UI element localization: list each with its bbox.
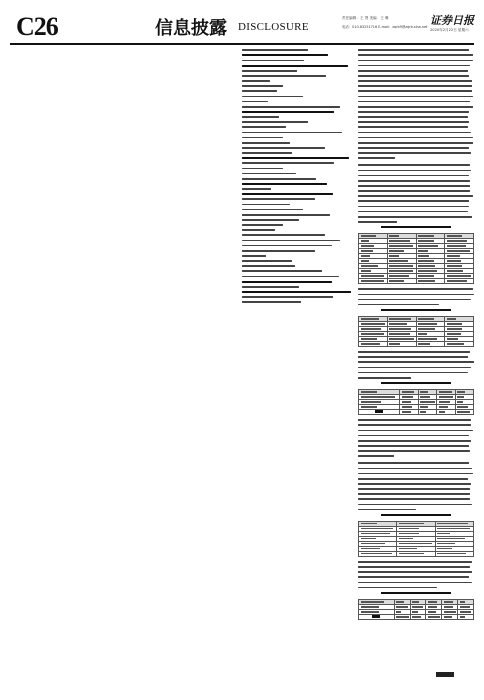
text-line bbox=[242, 156, 354, 160]
text-line bbox=[358, 135, 474, 139]
text-line bbox=[358, 115, 474, 119]
text-line bbox=[358, 69, 474, 73]
text-line bbox=[242, 279, 354, 283]
text-line bbox=[358, 507, 474, 511]
article-column-3 bbox=[242, 48, 354, 688]
table-cell bbox=[359, 409, 400, 414]
text-line bbox=[242, 182, 354, 186]
text-line bbox=[242, 284, 354, 288]
section-subtitle: DISCLOSURE bbox=[238, 21, 309, 33]
masthead-rule bbox=[10, 43, 474, 45]
page-number: C26 bbox=[16, 12, 58, 41]
text-line bbox=[358, 184, 474, 188]
article-column-1 bbox=[10, 48, 122, 688]
text-line bbox=[242, 79, 354, 83]
text-line bbox=[242, 125, 354, 129]
section-title: 信息披露 bbox=[155, 18, 227, 39]
text-line bbox=[358, 125, 474, 129]
text-line bbox=[242, 233, 354, 237]
text-line bbox=[242, 238, 354, 242]
issue-date: 2020年2月22日 星期六 bbox=[430, 28, 469, 32]
text-line bbox=[358, 454, 474, 458]
table-row bbox=[359, 614, 474, 619]
text-line bbox=[358, 292, 474, 296]
text-line bbox=[242, 254, 354, 258]
table-cell bbox=[416, 279, 445, 284]
text-line bbox=[358, 287, 474, 291]
text-line bbox=[242, 259, 354, 263]
table-row bbox=[359, 409, 474, 414]
text-line bbox=[358, 63, 474, 67]
text-line bbox=[358, 449, 474, 453]
table-caption bbox=[358, 226, 474, 230]
text-line bbox=[242, 166, 354, 170]
text-line bbox=[358, 141, 474, 145]
text-line bbox=[358, 94, 474, 98]
text-line bbox=[242, 274, 354, 278]
article-column-2 bbox=[126, 48, 238, 688]
text-line bbox=[358, 79, 474, 83]
table-cell bbox=[394, 614, 410, 619]
text-line bbox=[358, 466, 474, 470]
article-column-4 bbox=[358, 48, 474, 688]
text-line bbox=[358, 560, 474, 564]
table-cell bbox=[359, 614, 395, 619]
text-line bbox=[358, 471, 474, 475]
table-cell bbox=[445, 279, 474, 284]
text-line bbox=[358, 48, 474, 52]
table-cell bbox=[387, 341, 416, 346]
text-line bbox=[358, 120, 474, 124]
text-line bbox=[242, 300, 354, 304]
text-line bbox=[358, 439, 474, 443]
text-line bbox=[242, 53, 354, 57]
text-line bbox=[358, 487, 474, 491]
text-line bbox=[242, 99, 354, 103]
data-table bbox=[358, 233, 474, 284]
table-cell bbox=[445, 341, 474, 346]
text-line bbox=[358, 189, 474, 193]
table-cell bbox=[359, 551, 397, 556]
text-line bbox=[358, 575, 474, 579]
text-line bbox=[242, 146, 354, 150]
table-caption bbox=[358, 309, 474, 313]
text-line bbox=[242, 69, 354, 73]
table-cell bbox=[455, 409, 473, 414]
text-line bbox=[358, 302, 474, 306]
text-line bbox=[358, 215, 474, 219]
data-table bbox=[358, 316, 474, 347]
text-line bbox=[242, 243, 354, 247]
newspaper-logo: 证券日报 bbox=[430, 14, 474, 27]
text-line bbox=[358, 482, 474, 486]
text-line bbox=[358, 146, 474, 150]
table-caption bbox=[358, 382, 474, 386]
text-line bbox=[358, 565, 474, 569]
text-line bbox=[358, 110, 474, 114]
text-line bbox=[358, 355, 474, 359]
text-line bbox=[358, 497, 474, 501]
table-cell bbox=[397, 551, 435, 556]
text-line bbox=[358, 199, 474, 203]
text-line bbox=[358, 423, 474, 427]
text-line bbox=[242, 269, 354, 273]
text-line bbox=[358, 209, 474, 213]
table-caption bbox=[358, 592, 474, 596]
text-line bbox=[358, 220, 474, 224]
text-line bbox=[358, 53, 474, 57]
text-line bbox=[242, 228, 354, 232]
text-line bbox=[242, 223, 354, 227]
editor-credits: 责任编辑：王 贤 美编：王 琳 bbox=[342, 16, 389, 20]
table-cell bbox=[426, 614, 442, 619]
text-line bbox=[242, 218, 354, 222]
text-line bbox=[358, 74, 474, 78]
text-line bbox=[242, 115, 354, 119]
table-cell bbox=[458, 614, 474, 619]
text-line bbox=[242, 213, 354, 217]
text-line bbox=[358, 105, 474, 109]
data-table bbox=[358, 521, 474, 557]
text-line bbox=[358, 433, 474, 437]
text-line bbox=[358, 428, 474, 432]
company-seal bbox=[436, 672, 454, 677]
text-line bbox=[242, 130, 354, 134]
table-caption bbox=[358, 514, 474, 518]
text-line bbox=[242, 151, 354, 155]
table-cell bbox=[442, 614, 458, 619]
text-line bbox=[242, 141, 354, 145]
text-line bbox=[358, 376, 474, 380]
table-cell bbox=[437, 409, 455, 414]
text-line bbox=[358, 476, 474, 480]
text-line bbox=[242, 120, 354, 124]
text-line bbox=[242, 264, 354, 268]
table-cell bbox=[359, 341, 388, 346]
text-line bbox=[242, 161, 354, 165]
text-line bbox=[242, 202, 354, 206]
article-columns bbox=[10, 48, 474, 688]
text-line bbox=[358, 360, 474, 364]
data-table bbox=[358, 599, 474, 620]
text-line bbox=[358, 179, 474, 183]
text-line bbox=[242, 74, 354, 78]
text-line bbox=[358, 163, 474, 167]
text-line bbox=[358, 444, 474, 448]
text-line bbox=[242, 63, 354, 67]
table-row bbox=[359, 341, 474, 346]
text-line bbox=[242, 110, 354, 114]
text-line bbox=[358, 297, 474, 301]
text-line bbox=[358, 570, 474, 574]
text-line bbox=[242, 94, 354, 98]
text-line bbox=[242, 84, 354, 88]
text-line bbox=[242, 295, 354, 299]
text-line bbox=[242, 48, 354, 52]
text-line bbox=[358, 585, 474, 589]
text-line bbox=[358, 130, 474, 134]
text-line bbox=[358, 502, 474, 506]
text-line bbox=[358, 151, 474, 155]
text-line bbox=[358, 99, 474, 103]
table-cell bbox=[387, 279, 416, 284]
text-line bbox=[242, 207, 354, 211]
text-line bbox=[358, 365, 474, 369]
table-row bbox=[359, 279, 474, 284]
text-line bbox=[358, 350, 474, 354]
text-line bbox=[358, 580, 474, 584]
table-cell bbox=[435, 551, 473, 556]
text-line bbox=[242, 89, 354, 93]
text-line bbox=[358, 84, 474, 88]
text-line bbox=[358, 173, 474, 177]
text-line bbox=[242, 177, 354, 181]
table-row bbox=[359, 551, 474, 556]
contact-info: 电话：010-83251716 E-mail：zqrb9@zqrb.sina.net bbox=[342, 25, 428, 29]
text-line bbox=[358, 194, 474, 198]
text-line bbox=[242, 171, 354, 175]
table-cell bbox=[418, 409, 436, 414]
text-line bbox=[358, 492, 474, 496]
table-cell bbox=[400, 409, 418, 414]
table-cell bbox=[410, 614, 426, 619]
text-line bbox=[242, 105, 354, 109]
text-line bbox=[242, 192, 354, 196]
text-line bbox=[242, 135, 354, 139]
text-line bbox=[358, 461, 474, 465]
text-line bbox=[358, 168, 474, 172]
masthead bbox=[10, 12, 474, 42]
text-line bbox=[242, 58, 354, 62]
text-line bbox=[242, 187, 354, 191]
text-line bbox=[358, 156, 474, 160]
table-cell bbox=[359, 279, 388, 284]
data-table bbox=[358, 389, 474, 415]
text-line bbox=[358, 58, 474, 62]
text-line bbox=[358, 370, 474, 374]
table-cell bbox=[416, 341, 445, 346]
text-line bbox=[242, 248, 354, 252]
text-line bbox=[358, 89, 474, 93]
text-line bbox=[242, 290, 354, 294]
text-line bbox=[242, 197, 354, 201]
text-line bbox=[358, 418, 474, 422]
text-line bbox=[358, 204, 474, 208]
